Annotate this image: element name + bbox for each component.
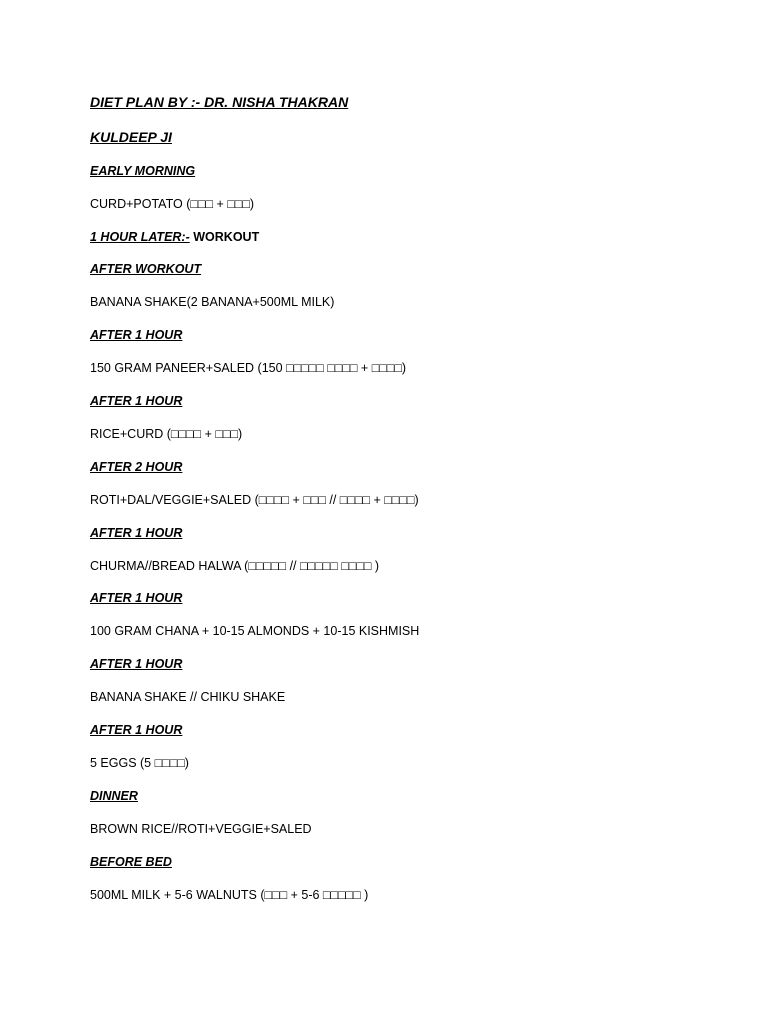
section-heading: AFTER 1 HOUR bbox=[90, 657, 183, 671]
section-heading: EARLY MORNING bbox=[90, 164, 196, 178]
section-heading: AFTER 1 HOUR bbox=[90, 591, 183, 605]
workout-line bbox=[90, 229, 259, 245]
section-heading: DINNER bbox=[90, 789, 138, 803]
client-name: KULDEEP JI bbox=[90, 129, 172, 145]
section-text: 500ML MILK + 5-6 WALNUTS (□□□ + 5-6 □□□□□ ) bbox=[90, 888, 369, 902]
section-heading: AFTER WORKOUT bbox=[90, 262, 202, 276]
section-heading: AFTER 1 HOUR bbox=[90, 328, 183, 342]
section-heading: 1 HOUR LATER:- bbox=[90, 230, 190, 244]
section-heading: AFTER 1 HOUR bbox=[90, 526, 183, 540]
section-heading: AFTER 2 HOUR bbox=[90, 460, 183, 474]
section-text: 5 EGGS (5 □□□□) bbox=[90, 756, 189, 770]
section-text: 100 GRAM CHANA + 10-15 ALMONDS + 10-15 KISHMISH bbox=[90, 624, 420, 638]
section-text: BROWN RICE//ROTI+VEGGIE+SALED bbox=[90, 822, 312, 836]
section-text: BANANA SHAKE // CHIKU SHAKE bbox=[90, 690, 286, 704]
section-heading: BEFORE BED bbox=[90, 855, 172, 869]
section-text: 150 GRAM PANEER+SALED (150 □□□□□ □□□□ + □□□□) bbox=[90, 361, 407, 375]
section-heading: AFTER 1 HOUR bbox=[90, 394, 183, 408]
section-text: CURD+POTATO (□□□ + □□□) bbox=[90, 197, 255, 211]
section-text: RICE+CURD (□□□□ + □□□) bbox=[90, 427, 243, 441]
section-text: CHURMA//BREAD HALWA (□□□□□ // □□□□□ □□□□ ) bbox=[90, 559, 380, 573]
section-heading-tail: WORKOUT bbox=[189, 230, 260, 244]
section-heading: AFTER 1 HOUR bbox=[90, 723, 183, 737]
section-text: ROTI+DAL/VEGGIE+SALED (□□□□ + □□□ // □□□□ + □□□□) bbox=[90, 493, 419, 507]
document-title: DIET PLAN BY :- DR. NISHA THAKRAN bbox=[90, 94, 349, 110]
section-text: BANANA SHAKE(2 BANANA+500ML MILK) bbox=[90, 295, 335, 309]
